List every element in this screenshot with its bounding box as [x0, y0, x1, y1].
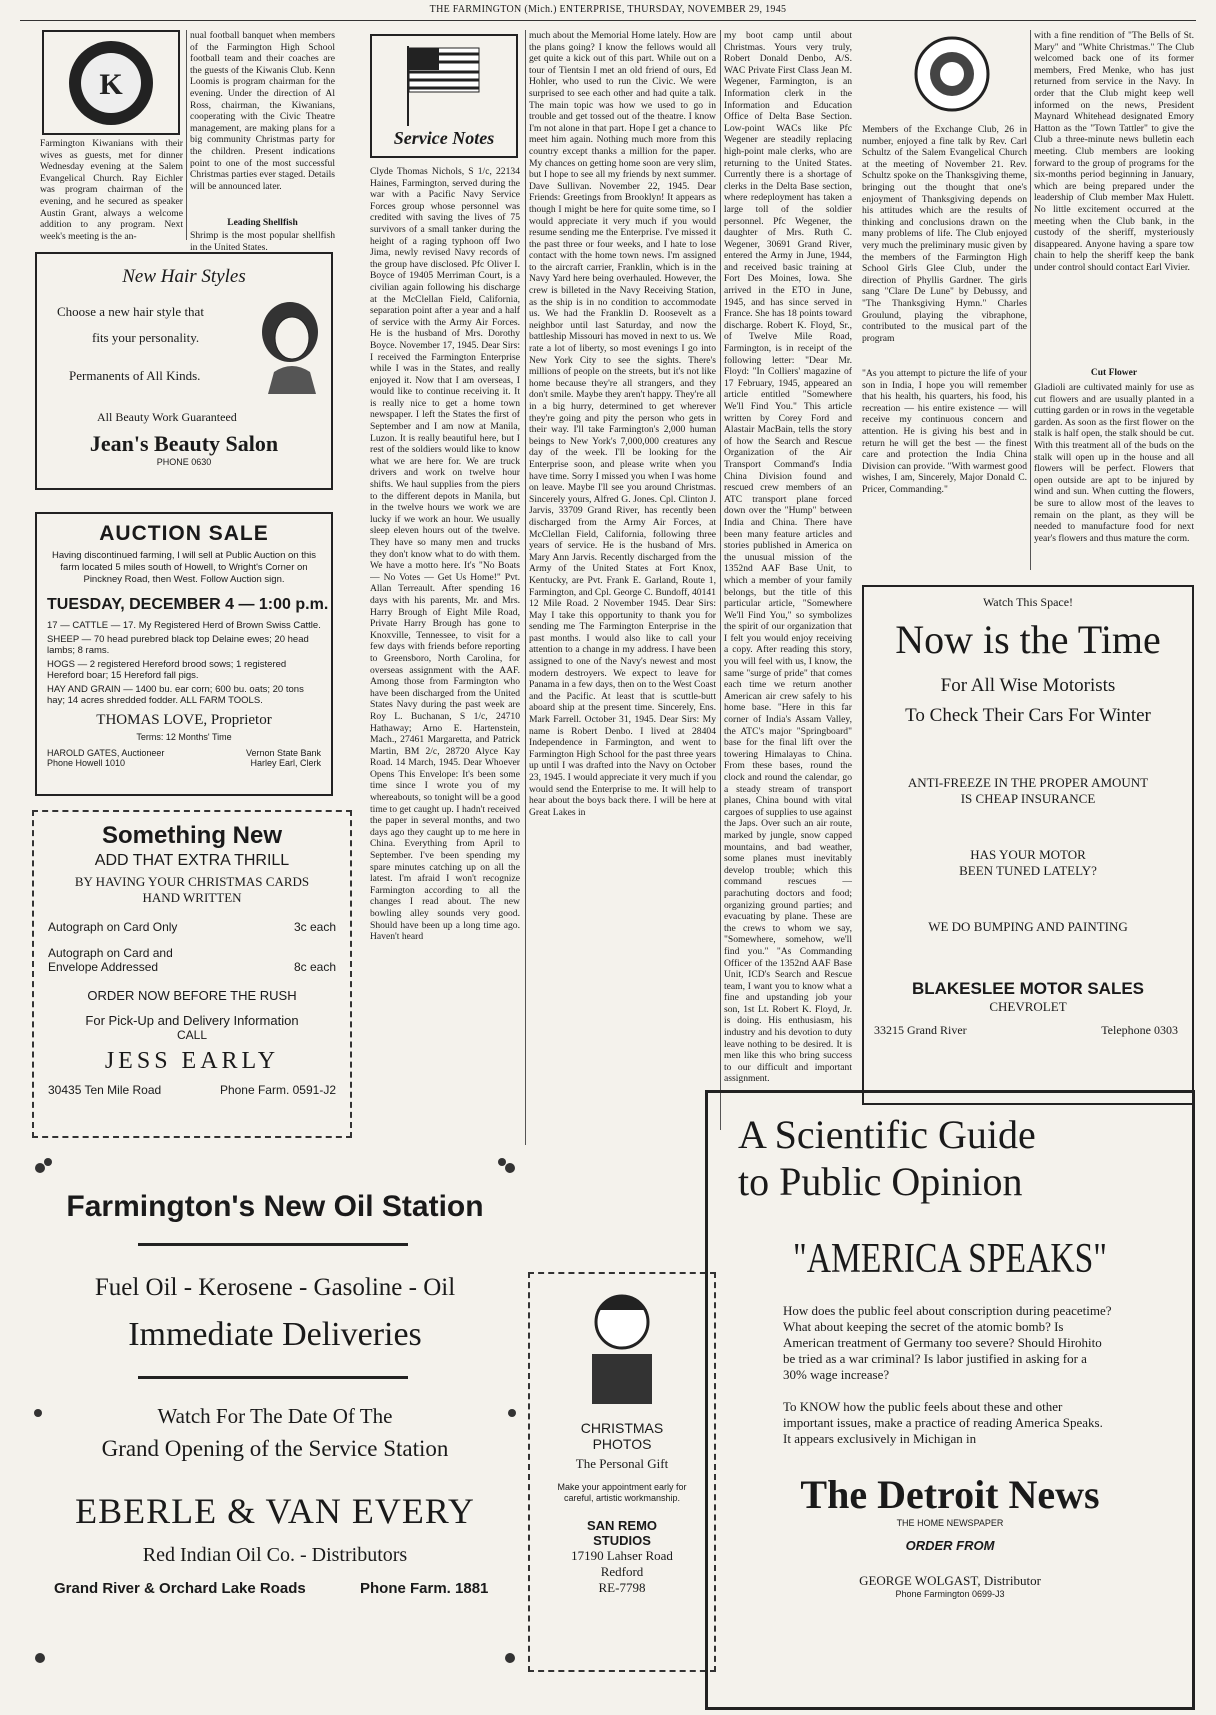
cards-ad-address: 30435 Ten Mile Road [48, 1083, 162, 1097]
oil-ad-distributor: Red Indian Oil Co. - Distributors [142, 1544, 408, 1566]
divider [138, 1243, 408, 1246]
photo-ad-line: PHOTOS [592, 1436, 652, 1452]
motor-ad-line: WE DO BUMPING AND PAINTING [928, 919, 1128, 934]
motor-ad-sub: For All Wise Motorists [940, 675, 1116, 696]
oil-ad-address: Grand River & Orchard Lake Roads [54, 1580, 306, 1597]
cards-ad-line: HAND WRITTEN [142, 890, 242, 905]
exchange-club-article: Members of the Exchange Club, 26 in number, enjoyed a fine talk by Rev. Carl Schultz of the Salem Evangelical Church at the meeting of November 21. Rev. Schultz spoke on the Thanksgiving theme, bringing out the thought that one's enjoyment of Thanksgiving depends on his attitudes which are the results of thinking and conclusions drawn on the many problems of life. The Club enjoyed very much the preliminary music given by the members of the Farmington High School Girls Glee Club, under the direction of Phyllis Gardner. The girls sang "Clare De Lune" by Debussy, and "The Thanksgiving Hymn." Charles Groulund, playing the vibraphone, contributed to the musical part of the program [862, 124, 1027, 344]
column-rule [186, 30, 187, 240]
column-rule [720, 30, 721, 1130]
american-flag-icon [372, 36, 516, 128]
studio-name: SAN REMO [586, 1518, 658, 1533]
motor-ad-line: ANTI-FREEZE IN THE PROPER AMOUNT [907, 775, 1149, 790]
photo-ad-line: CHRISTMAS [580, 1420, 664, 1436]
cards-ad-name: JESS EARLY [104, 1048, 280, 1074]
oil-ad-products: Fuel Oil - Kerosene - Gasoline - Oil [94, 1274, 456, 1301]
kiwanis-logo [42, 30, 180, 135]
studio-address: 17190 Lahser Road [571, 1548, 673, 1563]
cards-ad-title: Something New [101, 822, 282, 849]
studio-address: Redford [600, 1564, 644, 1579]
cards-ad-phone: Phone Farm. 0591-J2 [219, 1083, 336, 1097]
auctioneer: HAROLD GATES, Auctioneer [47, 748, 165, 758]
news-ad-phone: Phone Farmington 0699-J3 [895, 1589, 1005, 1599]
detroit-news-ad [705, 1090, 1195, 1710]
service-notes-header [370, 34, 518, 158]
exchange-club-logo [905, 34, 1000, 114]
hair-ad-title: New Hair Styles [122, 266, 246, 287]
motor-ad-address: 33215 Grand River [874, 1023, 967, 1037]
motor-ad-phone: Telephone 0303 [1101, 1023, 1178, 1037]
salon-name: Jean's Beauty Salon [89, 431, 279, 456]
motor-ad-brand: CHEVROLET [989, 999, 1067, 1014]
motor-ad-line: IS CHEAP INSURANCE [960, 791, 1096, 806]
price-row-label: Autograph on Card Only [48, 920, 178, 934]
motor-ad-watch: Watch This Space! [982, 595, 1074, 609]
auction-intro: Having discontinued farming, I will sell at Public Auction on this farm located 5 miles south of Howell, to Wright's Corner on Pinckney Road, then West. Follow Auction sign. [51, 550, 317, 585]
exchange-club-emblem-icon [905, 34, 1000, 114]
service-notes-column: "As you attempt to picture the life of your son in India, I hope you will remember that his health, his quarters, his food, his recreation — his entire existence — will receive my continuous concern and attention. He is giving his best and in return he will get the best — the finest care and protection the India China Division can provide. "With warmest good wishes, I am, Sincerely, Major Donald C. Pricer, Commanding." [862, 368, 1027, 495]
news-ad-tagline: THE HOME NEWSPAPER [896, 1518, 1004, 1528]
auction-item: SHEEP — 70 head purebred black top Delaine ewes; 20 head lambs; 8 rams. [47, 634, 309, 656]
news-ad-paper: The Detroit News [800, 1472, 1100, 1517]
kiwanis-caption: Farmington Kiwanians with their wives as guests, met for dinner Wednesday evening at the Salem Evangelical Church. Ray Eichler was program chairman of the evening, and he secured as speaker Austin Grant, always a welcome addition to any program. Next week's meeting is the an- [40, 138, 183, 242]
oil-ad-deliveries: Immediate Deliveries [128, 1316, 422, 1353]
cards-ad-line: ADD THAT EXTRA THRILL [94, 852, 290, 869]
hair-ad-line: Choose a new hair style that [57, 304, 204, 319]
masthead: THE FARMINGTON (Mich.) ENTERPRISE, THURSDAY, NOVEMBER 29, 1945 [429, 4, 787, 15]
service-notes-column: much about the Memorial Home lately. How are the plans going? I know the fellows would all get quite a kick out of this part. While out on a tour of Tientsin I met an old friend of ours, Ed Hohler, who used to run the Civic. We were surprised to see each other and had quite a talk. The main topic was how we used to go in trouble and get tossed out of the theatre. I know I'm not alone in that part. Hope I get a chance to meet him again. Nothing much more from this country except thanks a million for the paper. My chances on getting home soon are very slim, but I hope to see all my friends by next summer. Dave Sullivan. November 22, 1945. Dear Friends: Greetings from Brooklyn! It appears as though I might be here for quite some time, so I would appreciate it very much if you would resume sending me the Enterprise. I've missed it the past three or four weeks, and I hate to lose contact with the home town news. I'm assigned to the aircraft carrier, Franklin, which is in the Navy Yard here being overhauled. However, the crew is billeted in the Navy Receiving Station, as the ship is in no condition to accommodate us. We had the Franklin D. Roosevelt as a neighbor until last Saturday, and now the battleship Missouri has moved in next to us. We rate a lot of liberty, so most evenings I go into New York City to see the sights. There's millions of people on the streets, but it's not like home because they're all strangers, and they don't smile. Maybe they aren't happy. They're all in a big hurry, determined to get wherever they're going and pity the person who gets in their way. I'll take Farmington's 2,000 human beings to New York's 7,000,000 creatures any day of the week. I'll be looking for the Enterprise soon, and please write when you have time. Sorry I missed you when I was home on leave. Maybe I'll see you around Christmas. Sincerely yours, Alfred G. Jones. Cpl. Clinton J. Jarvis, 33709 Grand River, has recently been discharged from the Army Air Forces, at McClellan Field, California, following three years of service. He is the husband of Mrs. Mary Ann Jarvis. Recently discharged from the Army of the United States at Fort Knox, Kentucky, are Pvt. Frank E. Garland, Route 1, Farmington, and Cpl. George C. Bundoff, 40141 12 Mile Road. 2 November 1945. Dear Sirs: May I take this opportunity to thank you for sending me The Farmington Enterprise in the past months. I would also like to call your attention to a change in my address. I have been assigned to one of the Navy's newest and most modern destroyers. We expect to leave for Panama in a few days, then on to the West Coast and the Pacific. At least that is scuttle-butt aboard ship at the present time. Sincerely, Ens. Mark Farrell. October 31, 1945. Dear Sirs: My name is Robert Denbo. I lived at 28404 Independence in Farmington, and went to Farmington High School for the past three years up until I was drafted into the Navy on October 23, 1945. I would appreciate it very much if you would send the Enterprise to me. It will help to hear about the boys back there. I will be here at Great Lakes in [529, 30, 716, 818]
hair-ad-line: All Beauty Work Guaranteed [97, 410, 237, 424]
price-row-value: 8c each [293, 960, 336, 974]
photographer-icon [567, 1280, 677, 1410]
bank: Vernon State Bank [245, 748, 321, 758]
service-notes-column: Clyde Thomas Nichols, S 1/c, 22134 Haines, Farmington, served during the war with a Pacific Navy Service Forces group whose personnel was credited with saving the lives of 75 survivors of a small tanker during the height of a raging typhoon off Iwo Jima, newly revised Navy records of the group have disclosed. Pfc Oliver I. Boyce of 19405 Merriman Court, is a civilian again following his discharge at the McClellan Field, California, separation point after a year and a half of service with the Army Air Forces. He is the husband of Mrs. Dorothy Boyce. November 17, 1945. Dear Sirs: I received the Farmington Enterprise while I was in the States, and really enjoyed it. Now that I am overseas, I would like to continue receiving it. It is really nice to get a home town newspaper. I left the States the first of September and I am now at Manila, Luzon. It is really beautiful here, but I rest of the soldiers would like to know what we are here for. We are truck drivers and work on twelve hour shifts. We haul supplies from the piers to the different depots in Manila, but in the twelve hours we work we are lucky if we work an hour. We usually sleep eleven hours out of the twelve. They have so many men and trucks they don't know what to do with them. We have a motto here. It's "No Boats — No Votes — Get Us Home!" Pvt. Allan Terreault. After spending 16 days with his parents, Mr. and Mrs. Harry Brough of Eight Mile Road, Private Harry Brough has gone to Knoxville, Tennessee, to visit for a few days with friends before reporting to Greensboro, North Carolina, for overseas assignment with the AAF. Among those from Farmington who have been discharged from the United States Navy during the past week are Roy L. Buchanan, S 1/c, 24710 Hathaway; Arno E. Hartenstein, Mach., 27461 Margaretta, and Patrick Martin, BM 2/c, 28720 Alyce Kay Road. 14 March, 1945. Dear Whoever Opens This Envelope: It's been some time since I wrote you of my whereabouts, so tonight will be a good time to get caught up. I hadn't received the paper in several months, and two days ago they caught up to me here in China. Everything from April to September. I've been spending my spare minutes catching up on all the latest. I'm afraid I won't recognize Farmington according to all the changes I read about. The new bowling alley sounds very good. Should have been up a long time ago. Haven't heard [370, 166, 520, 943]
clerk: Harley Earl, Clerk [250, 758, 321, 768]
auction-item: HOGS — 2 registered Hereford brood sows; 1 registered Hereford boar; 15 Hereford fall pigs. [47, 659, 287, 681]
masthead-rule [20, 20, 1196, 21]
filler-headline: Leading Shellfish [227, 218, 298, 228]
christmas-cards-ad [32, 810, 352, 1138]
cards-ad-line: For Pick-Up and Delivery Information [85, 1013, 299, 1028]
auction-title: AUCTION SALE [99, 522, 269, 545]
hair-ad-line: Permanents of All Kinds. [69, 368, 201, 383]
news-ad-body: How does the public feel about conscription during peacetime? What about keeping the secret of the atomic bomb? Is American treatment of Germany too severe? Should Hirohito be tried as a war criminal? Is labor justified in asking for a 30% wage increase? [783, 1303, 1112, 1382]
christmas-photos-ad [528, 1272, 716, 1672]
motor-sales-ad [862, 585, 1194, 1105]
service-notes-column: my boot camp until about Christmas. Yours very truly, Robert Donald Denbo, A/S. WAC Private First Class Jean M. Wegener, Farmington, is an Information clerk in the Information and Education Office of Delta Base Section. Low-point WACs like Pfc Wegener are steadily replacing high-point male clerks, who are returning to the United States. Currently there is a shortage of clerks in the Delta Base section, where redeployment has taken a large toll of the soldier personnel. Pfc Wegener, the daughter of Mrs. Ruth C. Wegener, 30691 Grand River, entered the Army in June, 1944, and received basic training at Fort Des Moines, Iowa. She arrived in the ETO in June, 1945, and has since served in France. She has 18 points toward discharge. Robert K. Floyd, Sr., of Twelve Mile Road, Farmington, is in receipt of the following letter: "Dear Mr. Floyd: "In Colliers' magazine of 17 February, 1945, appeared an article entitled "Somewhere We'll Find You." This article written by Corey Ford and Alastair MacBain, tells the story of how the Search and Rescue Organization of the Air Transport Command's India China Division found and rescued crew members of an ATC transport plane forced down over the "Hump" between India and China. There have been many feature articles and stories published in America on the unusual mission of the 1352nd AAF Base Unit, to which a member of your family belongs, but the title of this particular article, "Somewhere We'll Find You," so symbolizes the spirit of our organization that I felt you would enjoy receiving a copy. After reading this story, you will feel with us, I know, the same "surge of pride" that comes each time we return another American air crew safely to his home base. "Here in this far corner of India's Assam Valley, the ATC's major "Springboard" base for the final lift over the towering Himalayas to China. From these bases, round the clock and round the calendar, go a steady stream of transport planes, China bound with vital cargoes of supplies to use against the Japs. Over such an air route, marked by jungle, snow capped mountains, and bad weather, some planes must inevitably develop trouble; which this command rescues — parachuting doctors and food; organizing ground parties; and evacuating by plane. These are the crews to whom we say, "Somewhere, somehow, we'll find you." "As Commanding Officer of the 1352nd AAF Base Unit, ICD's Search and Rescue team, I want you to know what a fine and upstanding job your son, 1st Lt. Robert K. Floyd, Jr. is doing. His enthusiasm, his industry and his devotion to duty leave nothing to be desired. It is men like this who bring success to our difficult and important assignment. [724, 30, 852, 1085]
cut-flower-headline: Cut Flower [1090, 368, 1138, 378]
auction-item: 17 — CATTLE — 17. My Registered Herd of Brown Swiss Cattle. [47, 620, 321, 631]
auction-sale-ad [35, 512, 333, 796]
price-row-value: 3c each [293, 920, 336, 934]
exchange-club-article: with a fine rendition of "The Bells of St. Mary" and "White Christmas." The Club welcomed back one of its former members, Fred Menke, who has just returned from service in the Navy. In order that the Club might keep well informed on the news, President Maynard Whitehead designated Emory Hatton as the "Town Tattler" to give the Club a three-minute news bulletin each meeting. Club members are looking forward to the group of programs for the six-months period beginning in January, which are being prepared under the leadership of Club member Max Hulett. No little excitement occurred at the meeting when the Club bank, in the custody of the sheriff, mysteriously disappeared. Anyone having a spare tow chain to help the sheriff keep the bank under control should contact Earl Vivier. [1034, 30, 1194, 273]
oil-ad-phone: Phone Farm. 1881 [360, 1580, 489, 1597]
news-ad-title: to Public Opinion [738, 1159, 1023, 1204]
motor-ad-line: BEEN TUNED LATELY? [959, 863, 1097, 878]
auction-terms: Terms: 12 Months' Time [136, 732, 232, 742]
oil-ad-company: EBERLE & VAN EVERY [75, 1491, 475, 1531]
oil-ad-title: Farmington's New Oil Station [66, 1190, 484, 1223]
news-ad-order: ORDER FROM [905, 1538, 995, 1553]
studio-phone: RE-7798 [598, 1580, 646, 1595]
cut-flower-article: Gladioli are cultivated mainly for use as cut flowers and are usually planted in a cutting garden or in rows in the vegetable garden. As soon as the first flower on the stalk is half open, the stalk should be cut. With this treatment all of the buds on the stalk will open up in the house and all flowers will be perfect. Flowers that open outside are apt to be injured by wind and sun. When cutting the flowers, be sure to allow most of the leaves to remain on the plant, as they will be needed to manufacture food for next year's flowers and thus mature the corm. [1034, 382, 1194, 544]
motor-ad-sub: To Check Their Cars For Winter [905, 705, 1151, 726]
kiwanis-article: nual football banquet when members of the Farmington High School football team and their coaches are the guests of the Kiwanis Club. Kenn Loomis is program chairman for the evening. Under the direction of Al Ross, chairman, the Kiwanians, cooperating with the Civic Theatre management, are making plans for a big community Christmas party for the children. Present indications point to one of the most successful Christmas parties ever staged. Details will be announced later. [190, 30, 335, 192]
salon-phone: PHONE 0630 [156, 457, 212, 467]
price-row-label: Autograph on Card and Envelope Addressed [48, 946, 173, 974]
woman-portrait-icon [252, 294, 327, 394]
auction-date: TUESDAY, DECEMBER 4 — 1:00 p.m. [47, 596, 329, 613]
news-ad-feature: "AMERICA SPEAKS" [792, 1236, 1108, 1282]
hair-style-ad [35, 252, 333, 490]
auctioneer-phone: Phone Howell 1010 [47, 758, 126, 768]
auction-proprietor: THOMAS LOVE, Proprietor [96, 712, 272, 728]
motor-ad-company: BLAKESLEE MOTOR SALES [911, 979, 1145, 998]
oil-ad-grand: Grand Opening of the Service Station [101, 1436, 449, 1461]
service-notes-title: Service Notes [393, 128, 495, 148]
motor-ad-line: HAS YOUR MOTOR [970, 847, 1086, 862]
svg-text:K: K [99, 68, 123, 101]
column-rule [525, 30, 526, 1145]
oil-ad-watch: Watch For The Date Of The [157, 1404, 393, 1428]
studio-name: STUDIOS [593, 1533, 651, 1548]
kiwanis-emblem-icon [44, 32, 178, 133]
cards-ad-line: ORDER NOW BEFORE THE RUSH [87, 988, 297, 1003]
cards-ad-line: BY HAVING YOUR CHRISTMAS CARDS [74, 874, 310, 889]
motor-ad-headline: Now is the Time [895, 617, 1161, 662]
news-ad-title: A Scientific Guide [738, 1112, 1036, 1157]
oil-station-ad [30, 1148, 520, 1678]
divider [138, 1376, 408, 1379]
filler-text: Shrimp is the most popular shellfish in the United States. [190, 230, 335, 253]
auction-item: HAY AND GRAIN — 1400 bu. ear corn; 600 bu. oats; 20 tons hay; 14 acres shredded fodder. ALL FARM TOOLS. [47, 684, 304, 706]
hair-ad-line: fits your personality. [92, 330, 200, 345]
news-ad-distributor: GEORGE WOLGAST, Distributor [859, 1573, 1041, 1588]
column-rule [1030, 30, 1031, 570]
cards-ad-line: CALL [176, 1028, 208, 1042]
news-ad-body: To KNOW how the public feels about these and other important issues, make a practice of reading America Speaks. It appears exclusively in Michigan in [783, 1399, 1103, 1446]
photo-ad-line: Make your appointment early for careful, artistic workmanship. [557, 1482, 687, 1503]
photo-ad-line: The Personal Gift [575, 1456, 669, 1471]
